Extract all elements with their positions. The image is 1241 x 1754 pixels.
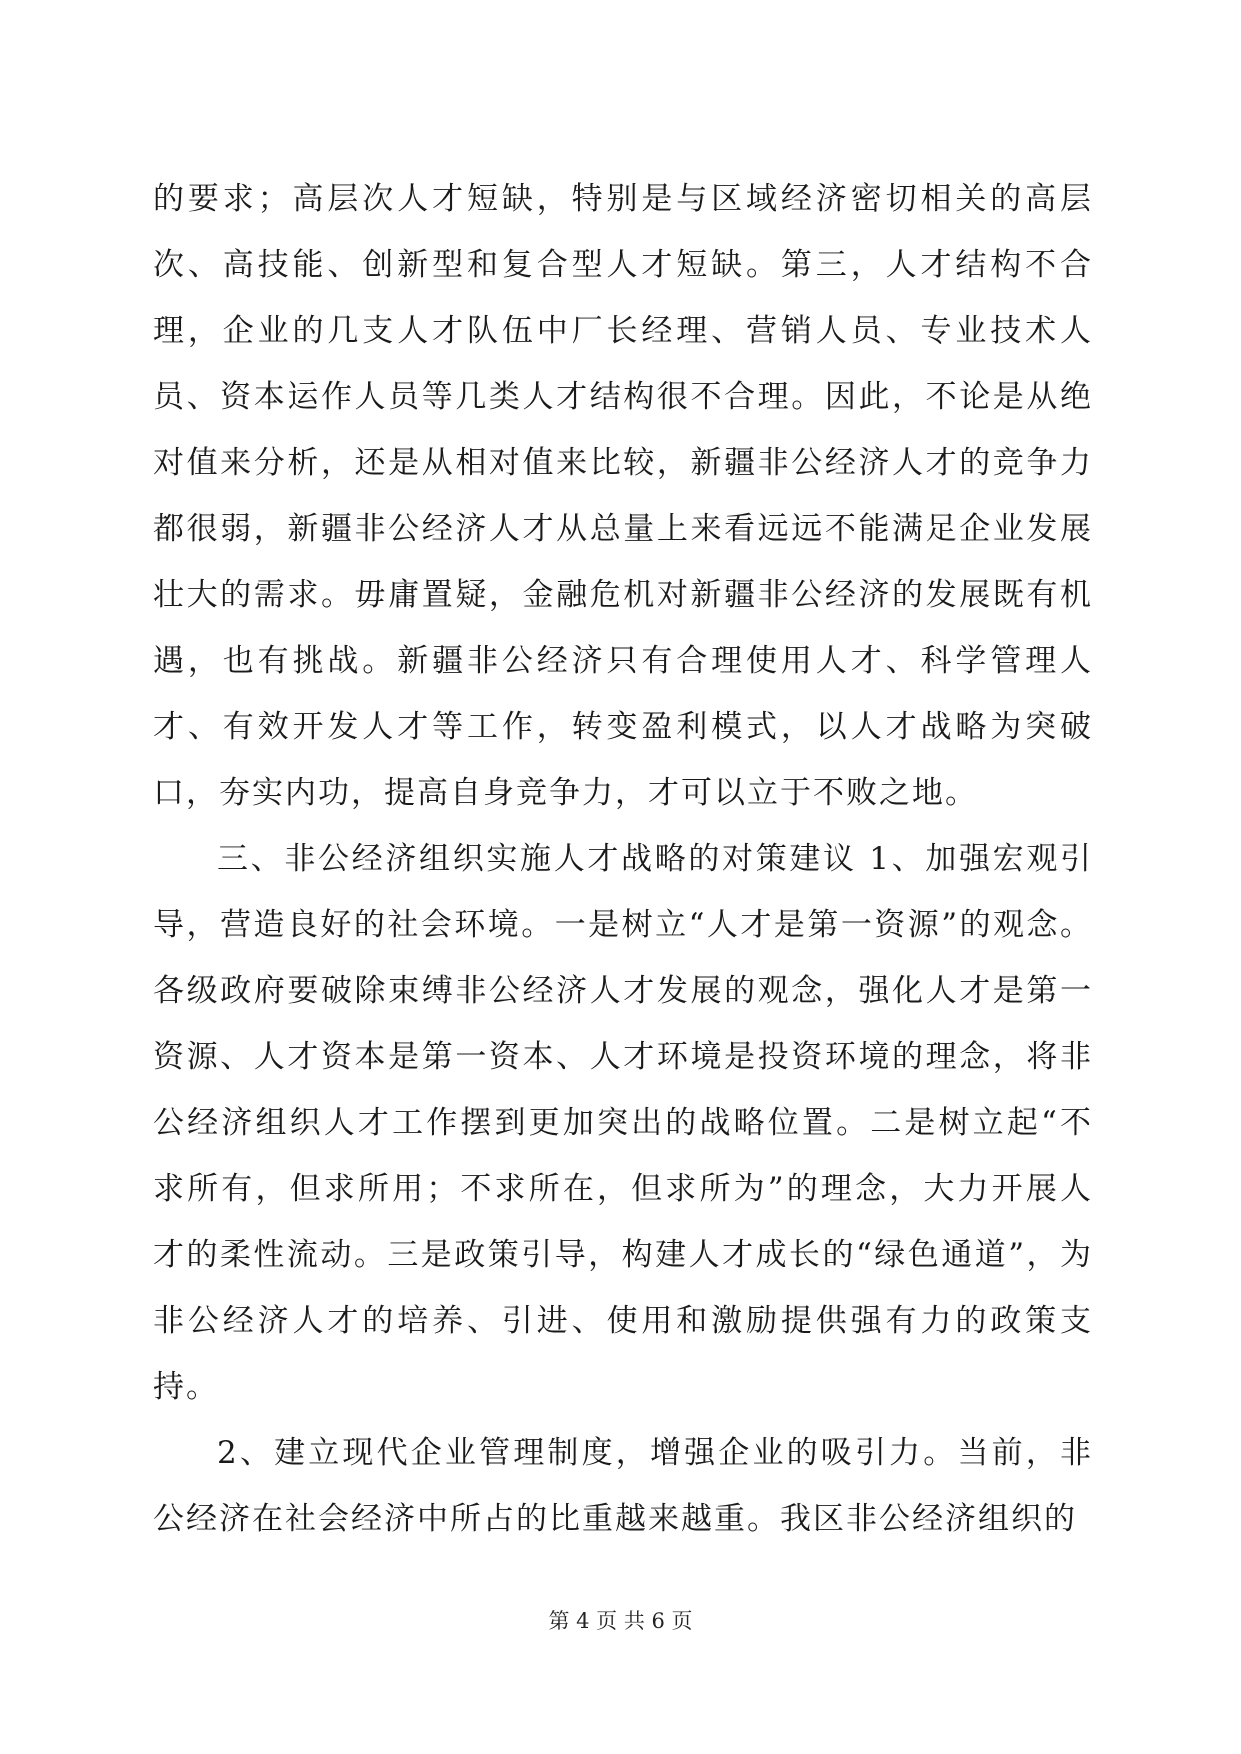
paragraph-section-three: 三、非公经济组织实施人才战略的对策建议 1、加强宏观引导，营造良好的社会环境。一是树立“人才是第一资源”的观念。各级政府要破除束缚非公经济人才发展的观念，强化人才是第一资源、人才资本是第一资本、人才环境是投资环境的理念，将非公经济组织人才工作摆到更加突出的战略位置。二是树立起“不求所有，但求所用；不求所在，但求所为”的理念，大力开展人才的柔性流动。三是政策引导，构建人才成长的“绿色通道”，为非公经济人才的培养、引进、使用和激励提供强有力的政策支持。 (153, 841, 1093, 1405)
paragraph-continuation: 的要求；高层次人才短缺，特别是与区域经济密切相关的高层次、高技能、创新型和复合型人才短缺。第三，人才结构不合理，企业的几支人才队伍中厂长经理、营销人员、专业技术人员、资本运作人员等几类人才结构很不合理。因此，不论是从绝对值来分析，还是从相对值来比较，新疆非公经济人才的竞争力都很弱，新疆非公经济人才从总量上来看远远不能满足企业发展壮大的需求。毋庸置疑，金融危机对新疆非公经济的发展既有机遇，也有挑战。新疆非公经济只有合理使用人才、科学管理人才、有效开发人才等工作，转变盈利模式，以人才战略为突破口，夯实内功，提高自身竞争力，才可以立于不败之地。 (153, 181, 1093, 811)
page-number-footer: 第 4 页 共 6 页 (548, 1609, 693, 1633)
body-text (153, 166, 1093, 1552)
paragraph-point-two: 2、建立现代企业管理制度，增强企业的吸引力。当前，非公经济在社会经济中所占的比重越来越重。我区非公经济组织的 (153, 1435, 1093, 1537)
